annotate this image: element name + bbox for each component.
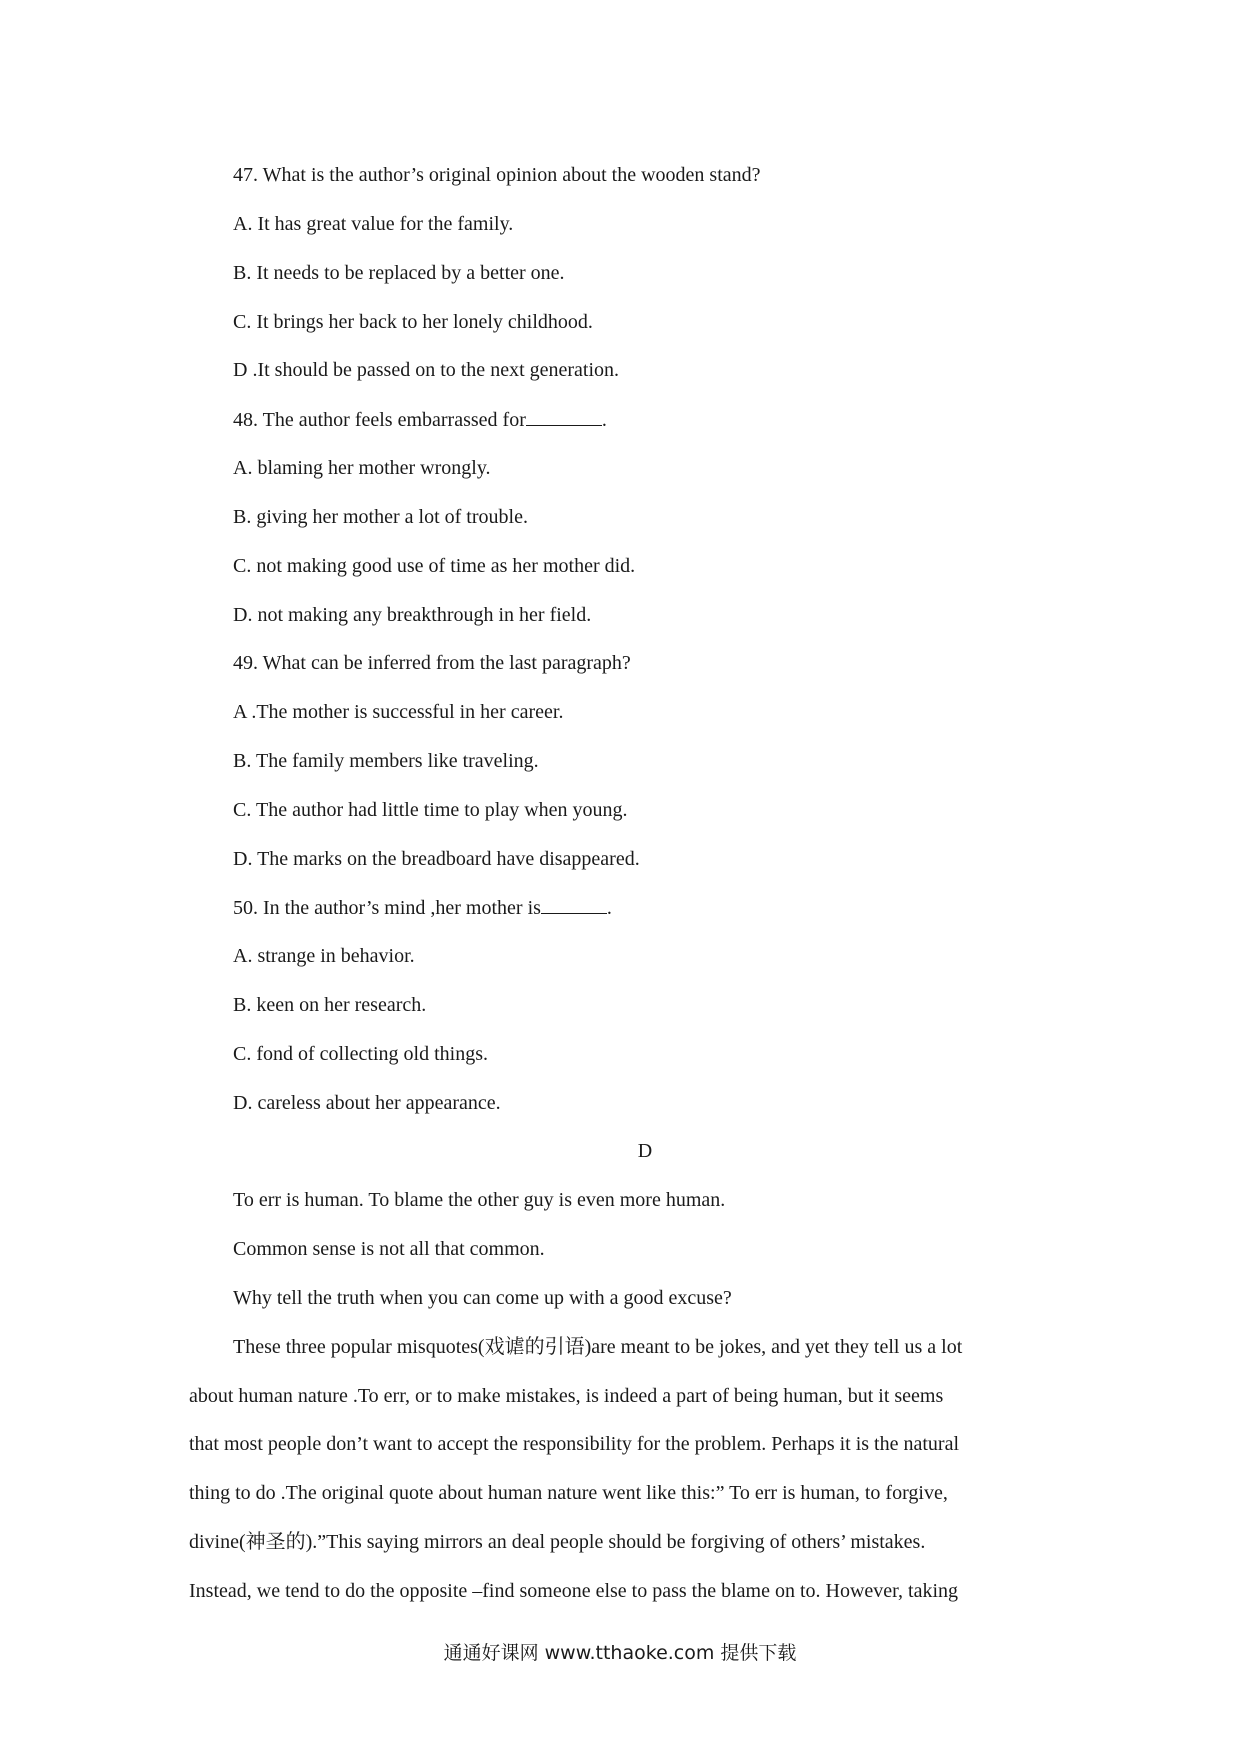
question-48-stem-end: .: [601, 409, 607, 431]
quote-line-2: Common sense is not all that common.: [233, 1238, 545, 1260]
question-47-stem: 47. What is the author’s original opinion about the wooden stand?: [233, 164, 761, 186]
page-footer: 通通好课网 www.tthaoke.com 提供下载: [443, 1642, 797, 1664]
question-47-option-b: B. It needs to be replaced by a better one.: [233, 262, 565, 284]
question-50-option-b: B. keen on her research.: [233, 994, 427, 1016]
paragraph-line-1: These three popular misquotes(戏谑的引语)are meant to be jokes, and yet they tell us a lot: [233, 1336, 963, 1358]
paragraph-line-5: divine(神圣的).”This saying mirrors an deal people should be forgiving of others’ mistakes.: [189, 1531, 926, 1553]
question-49-option-a: A .The mother is successful in her career.: [233, 701, 564, 723]
question-48-stem-text: 48. The author feels embarrassed for: [233, 409, 526, 431]
section-heading: D: [637, 1140, 653, 1162]
question-50-option-c: C. fond of collecting old things.: [233, 1043, 488, 1065]
question-50-option-d: D. careless about her appearance.: [233, 1092, 501, 1114]
question-47-option-d: D .It should be passed on to the next generation.: [233, 359, 620, 381]
answer-blank: [526, 407, 602, 426]
question-49-stem: 49. What can be inferred from the last paragraph?: [233, 652, 631, 674]
answer-blank: [541, 895, 607, 914]
question-50-option-a: A. strange in behavior.: [233, 945, 415, 967]
paragraph-line-6: Instead, we tend to do the opposite –find someone else to pass the blame on to. However, taking: [189, 1580, 959, 1602]
paragraph-line-3: that most people don’t want to accept the responsibility for the problem. Perhaps it is the natural: [189, 1433, 960, 1455]
question-48-stem: [233, 407, 607, 432]
question-50-stem-text: 50. In the author’s mind ,her mother is: [233, 897, 541, 919]
paragraph-line-2: about human nature .To err, or to make mistakes, is indeed a part of being human, but it seems: [189, 1385, 944, 1407]
question-47-option-c: C. It brings her back to her lonely childhood.: [233, 311, 593, 333]
quote-line-1: To err is human. To blame the other guy is even more human.: [233, 1189, 726, 1211]
quote-line-3: Why tell the truth when you can come up with a good excuse?: [233, 1287, 732, 1309]
question-47-option-a: A. It has great value for the family.: [233, 213, 514, 235]
question-49-option-c: C. The author had little time to play when young.: [233, 799, 628, 821]
question-48-option-c: C. not making good use of time as her mother did.: [233, 555, 636, 577]
question-50-stem-end: .: [606, 897, 612, 919]
question-49-option-b: B. The family members like traveling.: [233, 750, 539, 772]
question-48-option-a: A. blaming her mother wrongly.: [233, 457, 491, 479]
question-49-option-d: D. The marks on the breadboard have disappeared.: [233, 848, 640, 870]
paragraph-line-4: thing to do .The original quote about human nature went like this:” To err is human, to forgive,: [189, 1482, 948, 1504]
question-48-option-d: D. not making any breakthrough in her field.: [233, 604, 592, 626]
question-50-stem: [233, 895, 612, 920]
question-48-option-b: B. giving her mother a lot of trouble.: [233, 506, 528, 528]
